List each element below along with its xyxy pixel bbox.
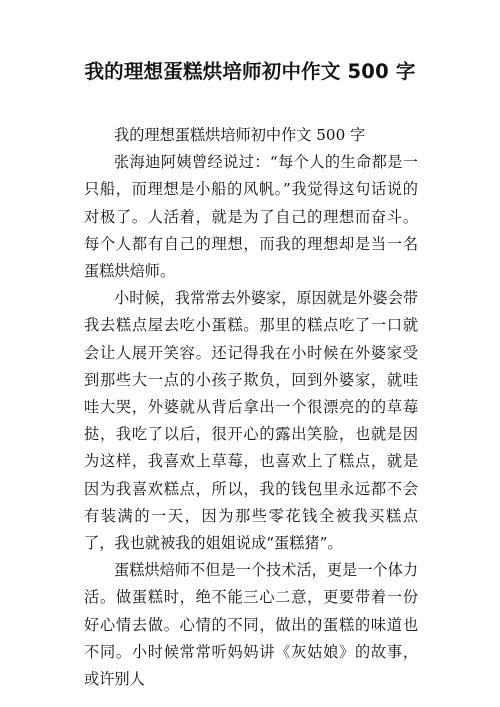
paragraph-subtitle: 我的理想蛋糕烘培师初中作文 500 字	[114, 126, 366, 144]
paragraph-2: 小时候，我常常去外婆家，原因就是外婆会带我去糕点屋去吃小蛋糕。那里的糕点吃了一口就会让人展开笑容。还记得我在小时候在外婆家受到那些大一点的小孩子欺负，回到外婆家，就哇哇大哭，外婆就从背后拿出一个很漂亮的的草莓挞，我吃了以后，很开心的露出笑脸，也就是因为这样，我喜欢上草莓，也喜欢上了糕点，就是因为我喜欢糕点，所以，我的钱包里永远都不会有装满的一天，因为那些零花钱全被我买糕点了，我也就被我的姐姐说成“蛋糕猪”。	[84, 289, 418, 553]
paragraph-1: 张海迪阿姨曾经说过：“每个人的生命都是一只船，而理想是小船的风帆。”我觉得这句话说的对极了。人活着，就是为了自己的理想而奋斗。每个人都有自己的理想，而我的理想却是当一名蛋糕烘焙师。	[84, 153, 418, 281]
document-body	[84, 122, 418, 693]
paragraph-3: 蛋糕烘焙师不但是一个技术活，更是一个体力活。做蛋糕时，绝不能三心二意，更要带着一份好心情去做。心情的不同，做出的蛋糕的味道也不同。小时候常常听妈妈讲《灰姑娘》的故事，或许别人	[84, 561, 418, 689]
document-title: 我的理想蛋糕烘培师初中作文 500 字	[84, 60, 416, 83]
